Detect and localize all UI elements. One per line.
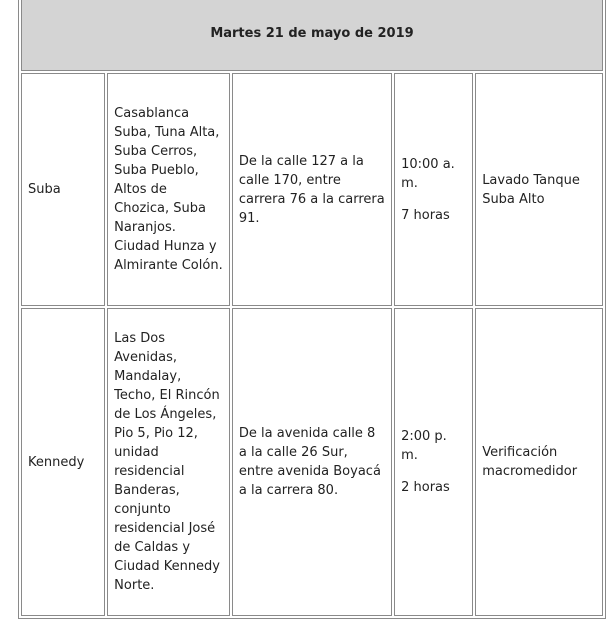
schedule-cell	[394, 73, 473, 306]
table-row	[21, 308, 603, 616]
table-row	[21, 73, 603, 306]
date-header: Martes 21 de mayo de 2019	[21, 0, 603, 71]
reason-cell: Lavado Tanque Suba Alto	[475, 73, 603, 306]
reason-cell: Verificación macromedidor	[475, 308, 603, 616]
start-time: 2:00 p. m.	[401, 429, 447, 463]
locality-cell: Kennedy	[21, 308, 105, 616]
sector-cell: De la avenida calle 8 a la calle 26 Sur, entre avenida Boyacá a la carrera 80.	[232, 308, 392, 616]
duration: 2 horas	[401, 480, 450, 495]
neighborhoods-cell: Las Dos Avenidas, Mandalay, Techo, El Rincón de Los Ángeles, Pio 5, Pio 12, unidad residencial Banderas, conjunto residencial José de Caldas y Ciudad Kennedy Norte.	[107, 308, 230, 616]
schedule-cell	[394, 308, 473, 616]
locality-cell: Suba	[21, 73, 105, 306]
date-header-row	[21, 0, 603, 71]
sector-cell: De la calle 127 a la calle 170, entre carrera 76 a la carrera 91.	[232, 73, 392, 306]
neighborhoods-cell: Casablanca Suba, Tuna Alta, Suba Cerros, Suba Pueblo, Altos de Chozica, Suba Naranjos. Ciudad Hunza y Almirante Colón.	[107, 73, 230, 306]
outage-schedule-table	[18, 0, 606, 619]
start-time: 10:00 a. m.	[401, 156, 455, 191]
duration: 7 horas	[401, 207, 450, 223]
